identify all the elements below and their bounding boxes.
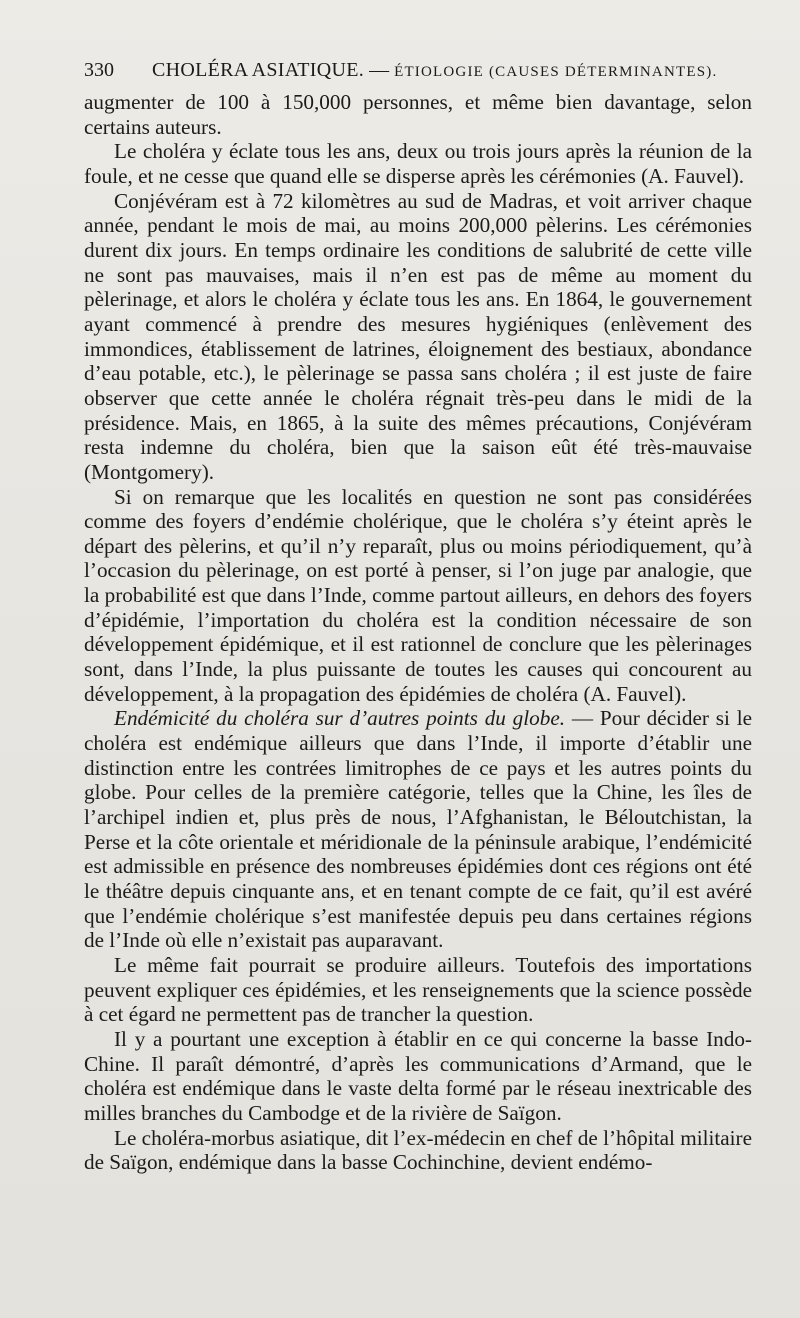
body-text	[84, 90, 752, 1175]
paragraph-conjeveram: Conjévéram est à 72 kilomètres au sud de Madras, et voit arriver chaque année, pendant le mois de mai, au moins 200,000 pèlerins. Les cérémonies durent dix jours. En temps ordinaire les conditions de salubrité de cette ville ne sont pas mauvaises, mais il n’en est pas de même au moment du pèlerinage, et alors le choléra y éclate tous les ans. En 1864, le gouvernement ayant commencé à prendre des mesures hygiéniques (enlèvement des immondices, établissement de latrines, éloignement des bestiaux, abondance d’eau potable, etc.), le pèlerinage se passa sans choléra ; il est juste de faire observer que cette année le choléra régnait très-peu dans le midi de la présidence. Mais, en 1865, à la suite des mêmes précautions, Conjévéram resta indemne du choléra, bien que la saison eût été très-mauvaise (Montgomery).	[84, 188, 752, 484]
paragraph-indochina: Il y a pourtant une exception à établir en ce qui concerne la basse Indo-Chine. Il paraît démontré, d’après les communications d’Armand, que le choléra est endémique dans le vaste delta formé par le réseau inextricable des milles branches du Cambodge et de la rivière de Saïgon.	[84, 1026, 752, 1125]
running-subtitle: ÉTIOLOGIE (CAUSES DÉTERMINANTES).	[394, 64, 718, 80]
paragraph-saigon: Le choléra-morbus asiatique, dit l’ex-médecin en chef de l’hôpital militaire de Saïgon, endémique dans la basse Cochinchine, devient endémo-	[84, 1125, 752, 1175]
running-title: CHOLÉRA ASIATIQUE.	[152, 59, 365, 81]
page-number: 330	[84, 59, 114, 81]
paragraph-same-fact: Le même fait pourrait se produire ailleurs. Toutefois des importations peuvent expliquer ces épidémies, et les renseignements que la science possède à cet égard ne permettent pas de trancher la question.	[84, 952, 752, 1027]
paragraph-endemicity	[84, 706, 752, 953]
paragraph-pilgrimage-conclusion: Si on remarque que les localités en question ne sont pas considérées comme des foyers d’endémie cholérique, que le choléra s’y éteint après le départ des pèlerins, et qu’il n’y reparaît, plus ou moins périodiquement, qu’à l’occasion du pèlerinage, on est porté à penser, si l’on juge par analogie, que la probabilité est que dans l’Inde, comme partout ailleurs, en dehors des foyers d’épidémie, l’importation du choléra est la condition nécessaire de son développement épidémique, et il est rationnel de conclure que les pèlerinages sont, dans l’Inde, la plus puissante de toutes les causes qui concourent au développement, à la propagation des épidémies de choléra (A. Fauvel).	[84, 484, 752, 706]
paragraph-continuation: augmenter de 100 à 150,000 personnes, et même bien davantage, selon certains auteurs.	[84, 90, 752, 139]
header-separator: —	[364, 59, 395, 81]
running-header	[84, 56, 754, 84]
section-heading-italic: Endémicité du choléra sur d’autres points du globe.	[114, 706, 566, 731]
paragraph-endemicity-text: — Pour décider si le choléra est endémique ailleurs que dans l’Inde, il importe d’établir une distinction entre les contrées limitrophes de ce pays et les autres points du globe. Pour celles de la première catégorie, telles que la Chine, les îles de l’archipel indien et, plus près de nous, l’Afghanistan, le Béloutchistan, la Perse et la côte orientale et méridionale de la péninsule arabique, l’endémicité est admissible en présence des nombreuses épidémies dont ces régions ont été le théâtre depuis cinquante ans, et en tenant compte de ce fait, qu’il est avéré que l’endémie cholérique s’est manifestée depuis peu dans certaines régions de l’Inde où elle n’existait pas auparavant.	[84, 706, 752, 953]
paragraph-cholera-outbreak: Le choléra y éclate tous les ans, deux ou trois jours après la réunion de la foule, et ne cesse que quand elle se disperse après les cérémonies (A. Fauvel).	[84, 139, 752, 188]
